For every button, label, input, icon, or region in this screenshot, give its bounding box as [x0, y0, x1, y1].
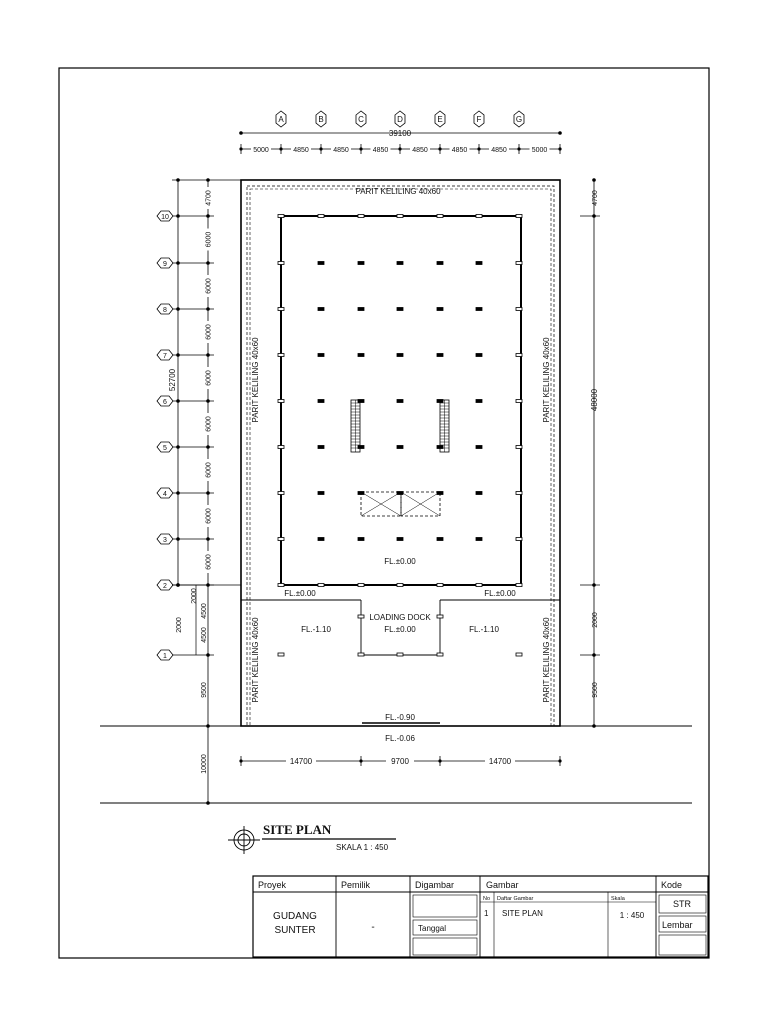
column-marker	[437, 215, 443, 218]
column-marker	[278, 492, 284, 495]
dim-left-row-segment: 6000	[205, 231, 213, 248]
dim-left-row-segment: 6000	[205, 324, 213, 340]
column-marker	[358, 308, 364, 311]
grid-bubble-row-6	[157, 396, 214, 406]
tb-tanggal-label: Tanggal	[418, 924, 447, 933]
dim-left-row-segment: 6000	[205, 278, 213, 294]
tb-row-scale: 1 : 450	[619, 911, 645, 920]
parit-label-right: PARIT KELILING 40x60	[542, 337, 551, 423]
grid-col-label: E	[437, 115, 443, 124]
column-marker	[358, 653, 364, 656]
dim-top-segment: 4850	[333, 147, 349, 154]
tb-proyek-line1: GUDANG	[273, 911, 317, 922]
parit-label-top: PARIT KELILING 40x60	[355, 187, 441, 196]
grid-row-label: 7	[163, 353, 167, 360]
column-marker	[397, 584, 403, 587]
tb-lembar-label: Lembar	[662, 920, 693, 930]
grid-bubble-row-1	[157, 650, 214, 660]
column-marker	[437, 538, 443, 541]
column-marker	[516, 262, 522, 265]
grid-bubble-col-g	[514, 111, 524, 127]
floor-openings	[361, 492, 440, 516]
dim-right-1: 4700	[592, 190, 599, 206]
dim-top-segment: 5000	[531, 147, 548, 154]
bottom-dimension-chain	[239, 756, 561, 766]
grid-bubble-col-f	[474, 111, 484, 127]
dim-bottom-2: 9700	[391, 757, 409, 766]
title-scale: SKALA 1 : 450	[336, 843, 389, 852]
right-dimension-chain	[580, 178, 600, 728]
column-marker	[476, 262, 482, 265]
grid-row-label: 3	[163, 537, 167, 544]
column-marker	[397, 262, 403, 265]
column-marker	[476, 538, 482, 541]
column-marker	[397, 354, 403, 357]
title-name: SITE PLAN	[263, 822, 332, 837]
grid-row-label: 10	[161, 214, 169, 221]
column-marker	[397, 653, 403, 656]
tb-pemilik-value: -	[371, 922, 375, 933]
column-marker	[358, 215, 364, 218]
dim-left-row-segment: 6000	[205, 554, 213, 570]
fl-road-label-1: FL.-0.90	[385, 713, 415, 722]
column-marker	[318, 492, 324, 495]
tb-proyek-line2: SUNTER	[274, 925, 316, 936]
column-marker	[278, 354, 284, 357]
grid-row-label: 2	[163, 583, 167, 590]
column-marker	[278, 584, 284, 587]
tb-no-header: No	[483, 896, 491, 902]
column-marker	[437, 308, 443, 311]
sheet-border	[59, 68, 709, 958]
dim-left-bottom-1: 9500	[201, 682, 208, 698]
tb-kode-value: STR	[673, 899, 691, 909]
column-marker	[358, 584, 364, 587]
grid-row-label: 5	[163, 445, 167, 452]
grid-bubble-row-5	[157, 442, 214, 452]
column-marker	[437, 615, 443, 618]
grid-col-label: C	[358, 115, 364, 124]
fl-road-label-2: FL.-0.06	[385, 734, 415, 743]
grid-row-label: 8	[163, 307, 167, 314]
top-dimension-chain	[239, 129, 562, 154]
tb-pemilik-header: Pemilik	[341, 880, 371, 890]
grid-row-label: 6	[163, 399, 167, 406]
grid-col-label: G	[515, 115, 523, 124]
column-grid-bubbles	[276, 111, 524, 127]
column-marker	[516, 215, 522, 218]
column-marker	[358, 354, 364, 357]
dim-bottom-3: 14700	[488, 757, 512, 766]
dim-top-segment: 5000	[253, 147, 269, 154]
column-marker	[437, 584, 443, 587]
column-marker	[397, 446, 403, 449]
parit-label-left: PARIT KELILING 40x60	[251, 337, 260, 423]
column-marker	[318, 262, 324, 265]
column-marker	[358, 538, 364, 541]
column-marker	[516, 653, 522, 656]
grid-bubble-row-8	[157, 304, 214, 314]
column-marker	[318, 215, 324, 218]
column-marker	[397, 308, 403, 311]
dim-top-segment: 4850	[412, 147, 428, 154]
dim-left-small-4: 2000	[176, 617, 183, 633]
stair-left	[351, 400, 360, 452]
column-marker	[318, 354, 324, 357]
grid-col-label: F	[476, 115, 482, 124]
tb-row-name: SITE PLAN	[502, 909, 543, 918]
column-marker	[476, 492, 482, 495]
fl-left-low-label: FL.-1.10	[301, 625, 331, 634]
dim-top-segment: 4850	[293, 147, 309, 154]
fl-center-label: FL.±0.00	[384, 557, 416, 566]
column-marker	[278, 446, 284, 449]
dim-top-segment: 4850	[451, 147, 468, 154]
grid-bubble-row-7	[157, 350, 214, 360]
column-marker	[516, 400, 522, 403]
dim-top-segment: 4850	[491, 147, 507, 154]
tb-proyek-header: Proyek	[258, 880, 287, 890]
grid-col-label: B	[318, 115, 324, 124]
column-marker	[278, 215, 284, 218]
tb-skala-header: Skala	[611, 896, 625, 902]
column-marker	[476, 308, 482, 311]
drawing-title	[228, 822, 396, 854]
column-marker	[476, 354, 482, 357]
column-marker	[318, 538, 324, 541]
column-marker	[318, 446, 324, 449]
dim-left-row-segment: 6000	[205, 462, 213, 478]
column-marker	[516, 584, 522, 587]
tb-digambar-header: Digambar	[415, 880, 455, 890]
fl-left-dock-label: FL.±0.00	[284, 589, 316, 598]
stair-right	[440, 400, 449, 452]
grid-bubble-row-10	[157, 211, 214, 221]
left-dimension-chain	[168, 178, 241, 805]
column-marker	[358, 615, 364, 618]
grid-bubble-row-4	[157, 488, 214, 498]
column-marker	[476, 215, 482, 218]
grid-row-label: 4	[163, 491, 167, 498]
dim-left-bottom-2: 10000	[201, 754, 208, 774]
column-marker	[318, 584, 324, 587]
grid-bubble-col-d	[395, 111, 405, 127]
grid-row-label: 9	[163, 261, 167, 268]
dim-bottom-1: 14700	[289, 757, 313, 766]
column-marker	[278, 308, 284, 311]
column-marker	[318, 308, 324, 311]
column-marker	[358, 262, 364, 265]
column-marker	[397, 215, 403, 218]
dim-left-small-2: 4500	[201, 603, 208, 619]
fl-right-dock-label: FL.±0.00	[484, 589, 516, 598]
column-marker	[397, 400, 403, 403]
dim-left-row-segment: 6000	[205, 416, 213, 432]
column-marker	[516, 354, 522, 357]
tb-daftar-header: Daftar Gambar	[497, 896, 534, 902]
loading-dock-label: LOADING DOCK	[369, 613, 431, 622]
tb-gambar-header: Gambar	[486, 880, 519, 890]
column-marker	[437, 653, 443, 656]
column-marker	[516, 308, 522, 311]
column-marker	[278, 653, 284, 656]
dim-left-small-3: 4500	[201, 627, 208, 643]
column-marker	[437, 354, 443, 357]
column-marker	[476, 400, 482, 403]
grid-bubble-col-b	[316, 111, 326, 127]
dim-left-small-1: 2000	[191, 588, 198, 604]
grid-row-label: 1	[163, 653, 167, 660]
column-marker	[278, 400, 284, 403]
title-block	[253, 876, 708, 957]
column-marker	[516, 538, 522, 541]
dim-left-row-segment: 6000	[205, 370, 213, 386]
column-marker	[437, 262, 443, 265]
dim-left-row-segment: 6000	[205, 508, 213, 524]
grid-bubble-col-e	[435, 111, 445, 127]
grid-bubble-col-a	[276, 111, 286, 127]
column-marker	[397, 538, 403, 541]
parit-label-right-lower: PARIT KELILING 40x60	[542, 617, 551, 703]
grid-bubble-row-3	[157, 534, 214, 544]
dim-right-2: 48000	[590, 388, 599, 412]
column-marker	[516, 492, 522, 495]
grid-col-label: D	[397, 115, 403, 124]
dim-left-total: 52700	[168, 368, 177, 392]
column-marker	[278, 538, 284, 541]
loading-dock-fl-label: FL.±0.00	[384, 625, 416, 634]
dim-top-total: 39100	[388, 129, 412, 138]
column-marker	[516, 446, 522, 449]
dim-right-3: 2000	[592, 612, 599, 628]
dim-top-segment: 4850	[372, 147, 389, 154]
dim-right-4: 9500	[592, 682, 599, 698]
parit-label-left-lower: PARIT KELILING 40x60	[251, 617, 260, 703]
fl-right-low-label: FL.-1.10	[469, 625, 499, 634]
tb-kode-header: Kode	[661, 880, 683, 890]
grid-bubble-col-c	[356, 111, 366, 127]
grid-col-label: A	[278, 115, 284, 124]
grid-bubble-row-9	[157, 258, 214, 268]
column-marker	[278, 262, 284, 265]
column-marker	[476, 584, 482, 587]
dim-left-row-segment: 4700	[205, 190, 213, 206]
column-marker	[318, 400, 324, 403]
tb-row-no: 1	[484, 909, 489, 918]
column-marker	[476, 446, 482, 449]
